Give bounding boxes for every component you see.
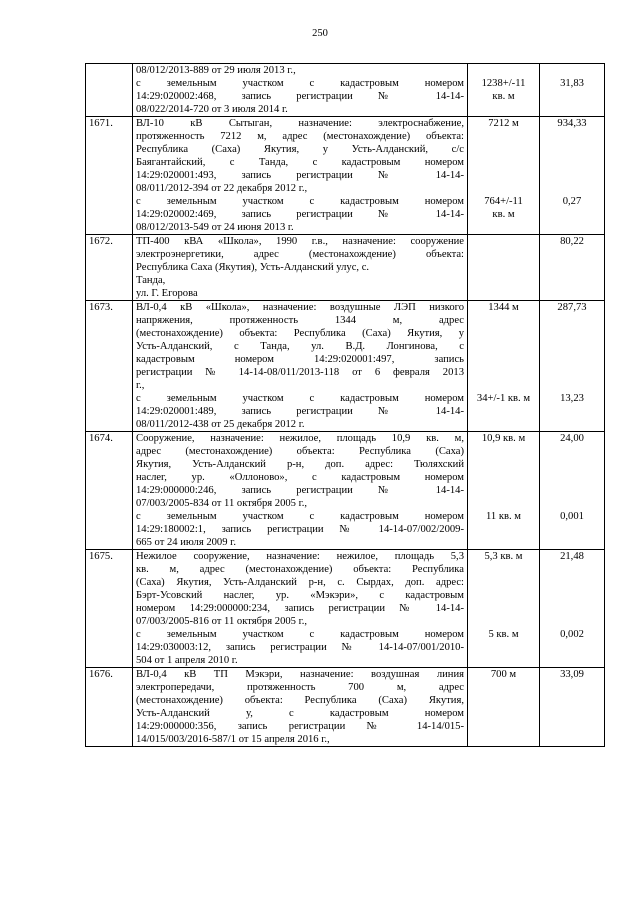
area-cell (468, 64, 540, 117)
area-line (471, 615, 536, 628)
description-line: 14:29:000000:246, запись регистрации № 14-14- (136, 485, 464, 496)
description-line: 08/011/2012-394 от 22 декабря 2012 г., (136, 183, 308, 194)
description-line: с земельным участком с кадастровым номером (136, 78, 464, 89)
value-line: 21,48 (560, 551, 584, 562)
value-line (543, 576, 601, 589)
area-cell (468, 432, 540, 550)
description-line: электропередачи, протяженность 700 м, адрес (136, 682, 464, 693)
value-line (543, 366, 601, 379)
value-line (543, 589, 601, 602)
description-cell (133, 550, 468, 668)
area-line (471, 235, 536, 248)
description-line: 504 от 1 апреля 2010 г. (136, 655, 238, 666)
description-cell (133, 64, 468, 117)
table-row (86, 235, 605, 301)
area-line: 700 м (490, 669, 517, 680)
description-line: (Саха) Якутия, Усть-Алданский р-н, с. Сырдах, доп. адрес: (136, 577, 464, 588)
area-line: 1238+/-11 (481, 78, 526, 89)
description-line: ТП-400 кВА «Школа», 1990 г.в., назначение: сооружение (136, 236, 464, 247)
value-cell (540, 301, 605, 432)
description-line: с земельным участком с кадастровым номером (136, 393, 464, 404)
description-line: 08/022/2014-720 от 3 июля 2014 г. (136, 104, 288, 115)
value-line: 287,73 (557, 302, 587, 313)
description-line: Республика (Саха) Якутия, у Усть-Алданский, с/с (136, 144, 464, 155)
table-row (86, 668, 605, 747)
description-line: (местонахождение) объекта: Республика (Саха) Якутия, (136, 695, 464, 706)
value-line (543, 471, 601, 484)
description-line: с земельным участком с кадастровым номером (136, 629, 464, 640)
row-number-cell: 1675. (86, 550, 133, 668)
description-line: 14:29:020002:469, запись регистрации № 14-14- (136, 209, 464, 220)
description-line: 07/003/2005-834 от 11 октября 2005 г., (136, 498, 308, 509)
area-line (471, 602, 536, 615)
property-registry-table (85, 63, 605, 747)
table-row (86, 301, 605, 432)
description-line: протяженность 7212 м, адрес (местонахождение) объекта: (136, 131, 464, 142)
description-line: ВЛ-10 кВ Сытыган, назначение: электроснабжение, (136, 118, 464, 129)
value-cell (540, 432, 605, 550)
area-line: 764+/-11 (484, 196, 523, 207)
description-line: (местонахождение) объекта: Республика (Саха) Якутия, у (136, 328, 464, 339)
description-line: 14:29:030003:12, запись регистрации № 14-14-07/001/2010- (136, 642, 464, 653)
value-line: 0,27 (562, 196, 582, 207)
row-number-cell: 1674. (86, 432, 133, 550)
area-line (471, 327, 536, 340)
description-line: Нежилое сооружение, назначение: нежилое, площадь 5,3 (136, 551, 464, 562)
area-line (471, 182, 536, 195)
value-line (543, 169, 601, 182)
description-line: с земельным участком с кадастровым номером (136, 196, 464, 207)
description-cell (133, 432, 468, 550)
description-line: 14:29:020002:468, запись регистрации № 14-14- (136, 91, 464, 102)
area-line: 11 кв. м (486, 511, 521, 522)
area-line: 34+/-1 кв. м (476, 393, 531, 404)
area-line (471, 130, 536, 143)
description-line: 665 от 24 июля 2009 г. (136, 537, 236, 548)
value-line: 31,83 (560, 78, 584, 89)
value-line: 80,22 (560, 236, 584, 247)
value-line (543, 156, 601, 169)
value-line (543, 458, 601, 471)
value-line: 0,001 (560, 511, 584, 522)
area-line (471, 589, 536, 602)
description-line: электроэнергетики, адрес (местонахождение) объекта: (136, 249, 464, 260)
area-line (471, 314, 536, 327)
description-line: 08/012/2013-549 от 24 июня 2013 г. (136, 222, 294, 233)
value-line (543, 353, 601, 366)
description-line: Бэрт-Усовский наслег, ур. «Мэкэри», с кадастровым (136, 590, 464, 601)
description-line: номером 14:29:000000:234, запись регистрации № 14-14- (136, 603, 464, 614)
value-line: 24,00 (560, 433, 584, 444)
description-line: 14:29:020001:489, запись регистрации № 14-14- (136, 406, 464, 417)
value-line: 13,23 (560, 393, 584, 404)
description-line: 14:29:180002:1, запись регистрации № 14-14-07/002/2009- (136, 524, 464, 535)
area-line (471, 340, 536, 353)
area-line (471, 458, 536, 471)
description-line: 14/015/003/2016-587/1 от 15 апреля 2016 г., (136, 734, 330, 745)
value-line (543, 602, 601, 615)
description-line: г., (136, 380, 145, 391)
description-line: Усть-Алданский у, с кадастровым номером (136, 708, 464, 719)
area-line (471, 156, 536, 169)
area-line (471, 143, 536, 156)
description-line: Республика Саха (Якутия), Усть-Алданский улус, с. (136, 262, 370, 273)
description-line: 14:29:020001:493, запись регистрации № 14-14- (136, 170, 464, 181)
area-line (471, 484, 536, 497)
area-line: кв. м (492, 91, 515, 102)
row-number-cell: 1676. (86, 668, 133, 747)
value-line (543, 563, 601, 576)
area-line (471, 353, 536, 366)
description-line: 07/003/2005-816 от 11 октября 2005 г., (136, 616, 308, 627)
value-line (543, 143, 601, 156)
value-line (543, 130, 601, 143)
value-line (543, 484, 601, 497)
area-line: 1344 м (488, 302, 519, 313)
description-line: кв. м, адрес (местонахождение) объекта: Республика (136, 564, 464, 575)
row-number-cell: 1672. (86, 235, 133, 301)
description-cell (133, 117, 468, 235)
description-line: ул. Г. Егорова (136, 288, 198, 299)
description-cell (133, 668, 468, 747)
area-line (471, 576, 536, 589)
area-line: 5,3 кв. м (484, 551, 523, 562)
area-line (471, 563, 536, 576)
row-number-cell (86, 64, 133, 117)
description-cell (133, 235, 468, 301)
table-row (86, 432, 605, 550)
value-line (543, 497, 601, 510)
area-line: 10,9 кв. м (481, 433, 526, 444)
area-cell (468, 235, 540, 301)
row-number-cell: 1671. (86, 117, 133, 235)
description-line: Сооружение, назначение: нежилое, площадь 10,9 кв. м, (136, 433, 464, 444)
value-line: 934,33 (557, 118, 587, 129)
area-cell (468, 550, 540, 668)
value-cell (540, 668, 605, 747)
area-line (471, 366, 536, 379)
area-cell (468, 117, 540, 235)
table-row (86, 550, 605, 668)
value-cell (540, 550, 605, 668)
value-line: 33,09 (560, 669, 584, 680)
description-line: 08/012/2013-889 от 29 июля 2013 г., (136, 65, 296, 76)
value-line: 0,002 (560, 629, 584, 640)
description-line: с земельным участком с кадастровым номером (136, 511, 464, 522)
description-line: напряжения, протяженность 1344 м, адрес (136, 315, 464, 326)
area-cell (468, 668, 540, 747)
value-line (543, 182, 601, 195)
value-line (543, 615, 601, 628)
value-cell (540, 235, 605, 301)
area-line (471, 497, 536, 510)
value-cell (540, 117, 605, 235)
description-line: ВЛ-0,4 кВ «Школа», назначение: воздушные ЛЭП низкого (136, 302, 464, 313)
value-line (543, 379, 601, 392)
description-line: 14:29:000000:356, запись регистрации № 14-14/015- (136, 721, 464, 732)
description-line: Якутия, Усть-Алданский р-н, доп. адрес: Тюляхский (136, 459, 464, 470)
table-row (86, 117, 605, 235)
description-line: кадастровым номером 14:29:020001:497, запись (136, 354, 464, 365)
description-line: 08/011/2012-438 от 25 декабря 2012 г. (136, 419, 305, 430)
description-line: адрес (местонахождение) объекта: Республика (Саха) (136, 446, 464, 457)
area-line: кв. м (492, 209, 515, 220)
value-line (543, 314, 601, 327)
area-line: 7212 м (488, 118, 519, 129)
value-cell (540, 64, 605, 117)
row-number-cell: 1673. (86, 301, 133, 432)
description-line: Баягантайский, с Танда, с кадастровым номером (136, 157, 464, 168)
area-line (471, 471, 536, 484)
table-row (86, 64, 605, 117)
description-cell (133, 301, 468, 432)
area-cell (468, 301, 540, 432)
value-line (543, 340, 601, 353)
description-line: Танда, (136, 275, 166, 286)
area-line (471, 169, 536, 182)
page-number: 250 (312, 28, 328, 39)
area-line (471, 445, 536, 458)
registry-table-body (86, 64, 605, 747)
area-line: 5 кв. м (488, 629, 519, 640)
description-line: Усть-Алданский, с Танда, ул. В.Д. Лонгинова, с (136, 341, 464, 352)
description-line: наслег, ур. «Оллоново», с кадастровым номером (136, 472, 464, 483)
description-line: ВЛ-0,4 кВ ТП Мэкэри, назначение: воздушная линия (136, 669, 464, 680)
value-line (543, 445, 601, 458)
area-line (471, 379, 536, 392)
value-line (543, 327, 601, 340)
description-line: регистрации № 14-14-08/011/2013-118 от 6 февраля 2013 (136, 367, 464, 378)
